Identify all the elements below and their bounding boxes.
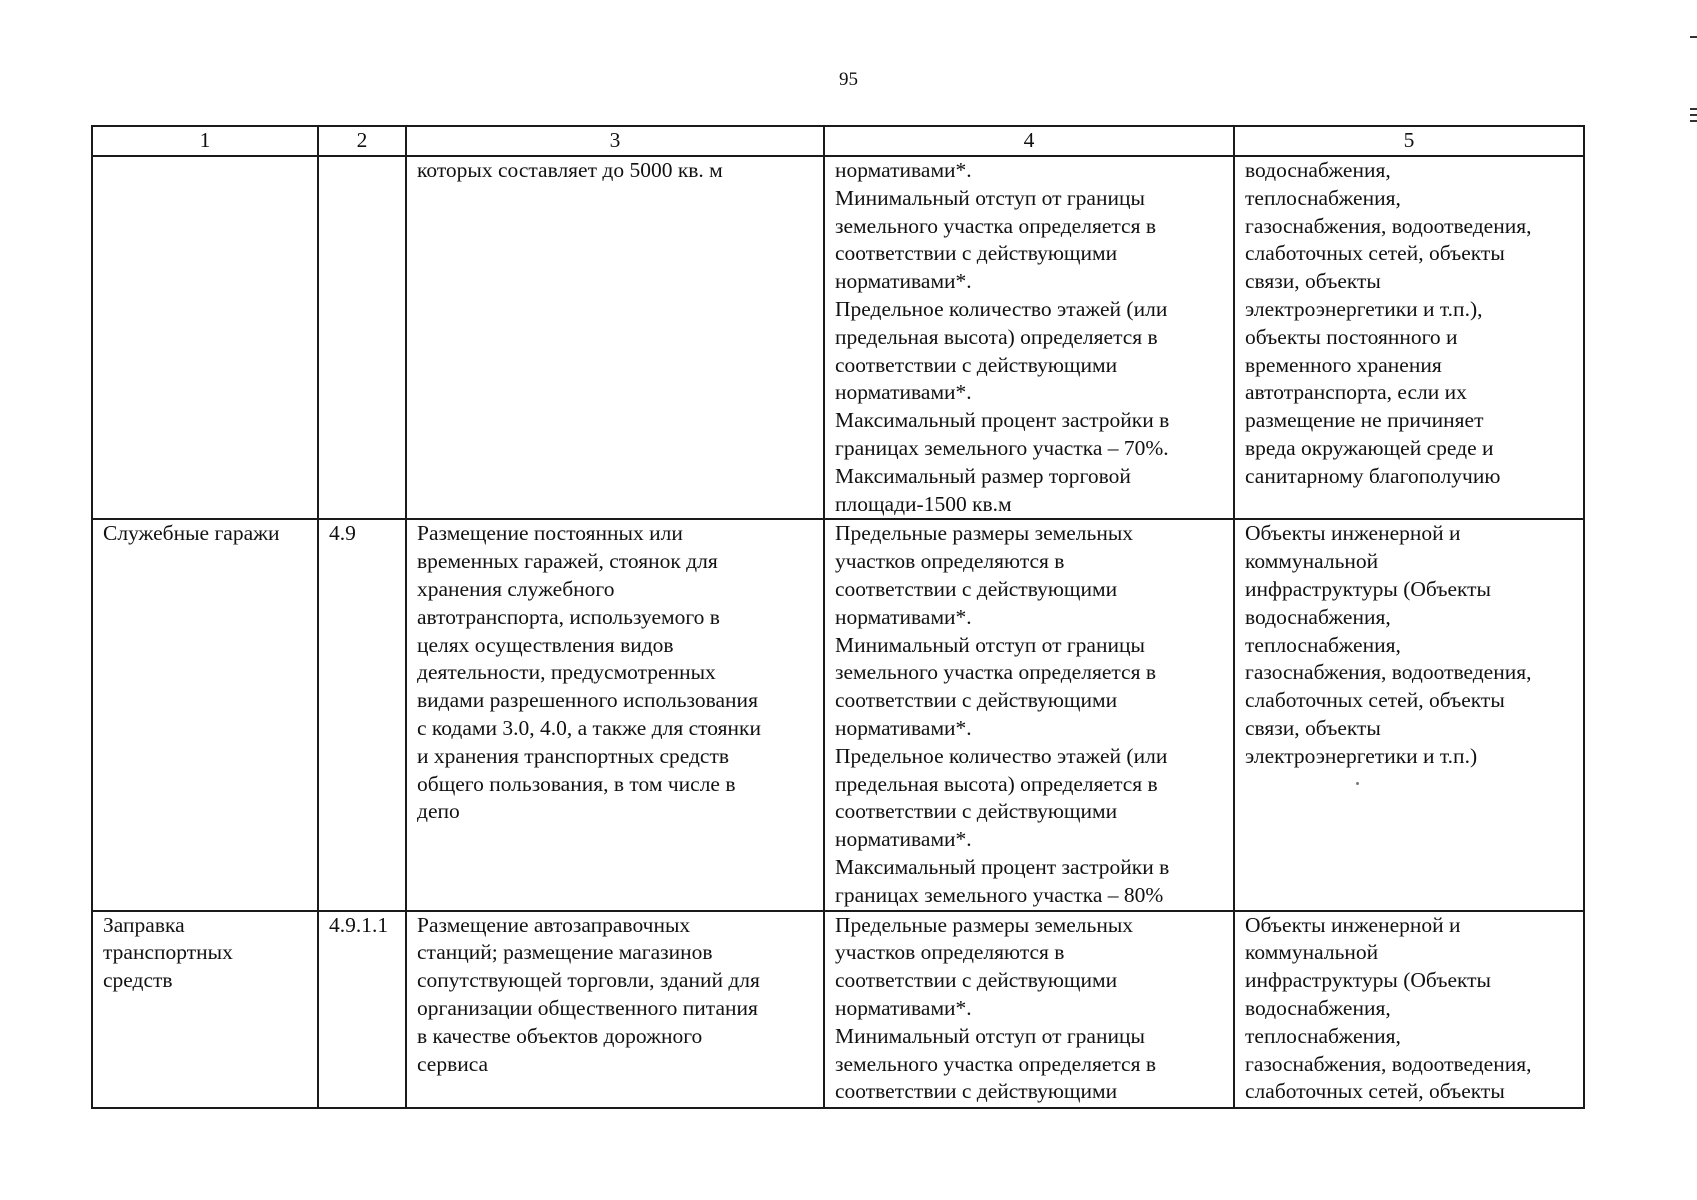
header-col-2: 2 bbox=[318, 126, 406, 156]
scan-edge-mark bbox=[1690, 120, 1697, 122]
cell-use-code: 4.9 bbox=[318, 519, 406, 910]
cell-parameters: нормативами*. Минимальный отступ от границы земельного участка определяется в соответствии с действующими нормативами*. Предельное количество этажей (или предельная высота) определяется в соответствии с действующими нормативами*. Максимальный процент застройки в границах земельного участка – 70%. Максимальный размер торговой площади-1500 кв.м bbox=[824, 156, 1234, 519]
header-col-3: 3 bbox=[406, 126, 824, 156]
cell-use-name: Заправка транспортных средств bbox=[92, 911, 318, 1108]
table-row bbox=[92, 911, 1584, 1108]
scan-edge-mark bbox=[1690, 108, 1697, 110]
table-row bbox=[92, 519, 1584, 910]
cell-use-description: Размещение автозаправочных станций; размещение магазинов сопутствующей торговли, зданий для организации общественного питания в качестве объектов дорожного сервиса bbox=[406, 911, 824, 1108]
table-row bbox=[92, 156, 1584, 519]
page-number: 95 bbox=[839, 69, 858, 90]
cell-parameters: Предельные размеры земельных участков определяются в соответствии с действующими нормативами*. Минимальный отступ от границы земельного участка определяется в соответствии с действующими bbox=[824, 911, 1234, 1108]
cell-use-name bbox=[92, 156, 318, 519]
land-use-table bbox=[91, 125, 1585, 1109]
header-row bbox=[92, 126, 1584, 156]
cell-parameters: Предельные размеры земельных участков определяются в соответствии с действующими нормативами*. Минимальный отступ от границы земельного участка определяется в соответствии с действующими нормативами*. Предельное количество этажей (или предельная высота) определяется в соответствии с действующими нормативами*. Максимальный процент застройки в границах земельного участка – 80% bbox=[824, 519, 1234, 910]
cell-use-description: Размещение постоянных или временных гаражей, стоянок для хранения служебного автотранспорта, используемого в целях осуществления видов деятельности, предусмотренных видами разрешенного использования с кодами 3.0, 4.0, а также для стоянки и хранения транспортных средств общего пользования, в том числе в депо bbox=[406, 519, 824, 910]
scan-edge-mark bbox=[1690, 114, 1697, 116]
header-col-5: 5 bbox=[1234, 126, 1584, 156]
cell-auxiliary-uses: водоснабжения, теплоснабжения, газоснабжения, водоотведения, слаботочных сетей, объекты связи, объекты электроэнергетики и т.п.), объекты постоянного и временного хранения автотранспорта, если их размещение не причиняет вреда окружающей среде и санитарному благополучию bbox=[1234, 156, 1584, 519]
header-col-1: 1 bbox=[92, 126, 318, 156]
cell-use-code bbox=[318, 156, 406, 519]
scan-edge-mark bbox=[1690, 36, 1697, 38]
cell-use-code: 4.9.1.1 bbox=[318, 911, 406, 1108]
cell-auxiliary-uses: Объекты инженерной и коммунальной инфраструктуры (Объекты водоснабжения, теплоснабжения, газоснабжения, водоотведения, слаботочных сетей, объекты связи, объекты электроэнергетики и т.п.) bbox=[1234, 519, 1584, 910]
scan-speck bbox=[1356, 782, 1359, 785]
cell-use-name: Служебные гаражи bbox=[92, 519, 318, 910]
cell-auxiliary-uses: Объекты инженерной и коммунальной инфраструктуры (Объекты водоснабжения, теплоснабжения, газоснабжения, водоотведения, слаботочных сетей, объекты bbox=[1234, 911, 1584, 1108]
cell-use-description: которых составляет до 5000 кв. м bbox=[406, 156, 824, 519]
header-col-4: 4 bbox=[824, 126, 1234, 156]
